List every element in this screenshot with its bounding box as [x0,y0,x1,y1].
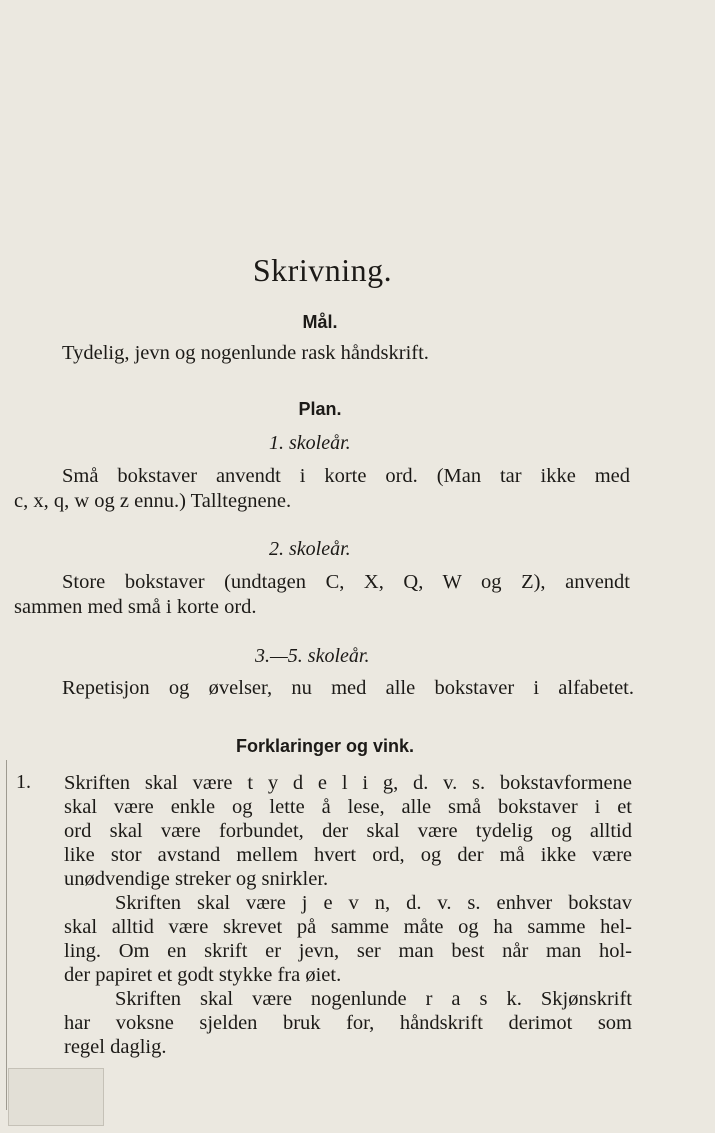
forklaring-line-9: der papiret et godt stykke fra øiet. [64,964,342,986]
item-number: 1. [16,771,31,793]
year-label-1: 1. skoleår. [269,432,351,454]
forklaring-line-8: ling. Om en skrift er jevn, ser man best når man hol- [64,940,632,962]
page-title: Skrivning. [252,252,393,288]
forklaring-line-5: unødvendige streker og snirkler. [64,868,329,890]
forklaring-line-7: skal alltid være skrevet på samme måte og ha samme hel- [64,916,632,938]
year-1-line-2: c, x, q, w og z ennu.) Talltegnene. [14,490,292,512]
year-label-3-5: 3.—5. skoleår. [255,645,370,667]
forklaring-line-6: Skriften skal være j e v n, d. v. s. enhver bokstav [115,892,632,914]
year-1-line-1: Små bokstaver anvendt i korte ord. (Man tar ikke med [62,465,630,487]
forklaring-line-11: har voksne sjelden bruk for, håndskrift derimot som [64,1012,632,1034]
maal-text: Tydelig, jevn og nogenlunde rask håndskrift. [62,342,429,364]
section-heading-maal: Mål. [302,312,338,332]
section-heading-plan: Plan. [298,399,342,419]
year-3-5-line-1: Repetisjon og øvelser, nu med alle bokstaver i alfabetet. [62,677,634,699]
forklaring-line-4: like stor avstand mellem hvert ord, og der må ikke være [64,844,632,866]
forklaring-line-3: ord skal være forbundet, der skal være tydelig og alltid [64,820,632,842]
year-2-line-1: Store bokstaver (undtagen C, X, Q, W og Z), anvendt [62,571,630,593]
forklaring-line-1: Skriften skal være t y d e l i g, d. v. s. bokstavformene [64,772,632,794]
library-stamp [8,1068,104,1126]
page-edge-line [6,760,7,1110]
year-2-line-2: sammen med små i korte ord. [14,596,257,618]
forklaring-line-10: Skriften skal være nogenlunde r a s k. Skjønskrift [115,988,632,1010]
forklaring-line-2: skal være enkle og lette å lese, alle små bokstaver i et [64,796,632,818]
forklaring-line-12: regel daglig. [64,1036,167,1058]
year-label-2: 2. skoleår. [269,538,351,560]
section-heading-forklaringer: Forklaringer og vink. [235,736,415,756]
